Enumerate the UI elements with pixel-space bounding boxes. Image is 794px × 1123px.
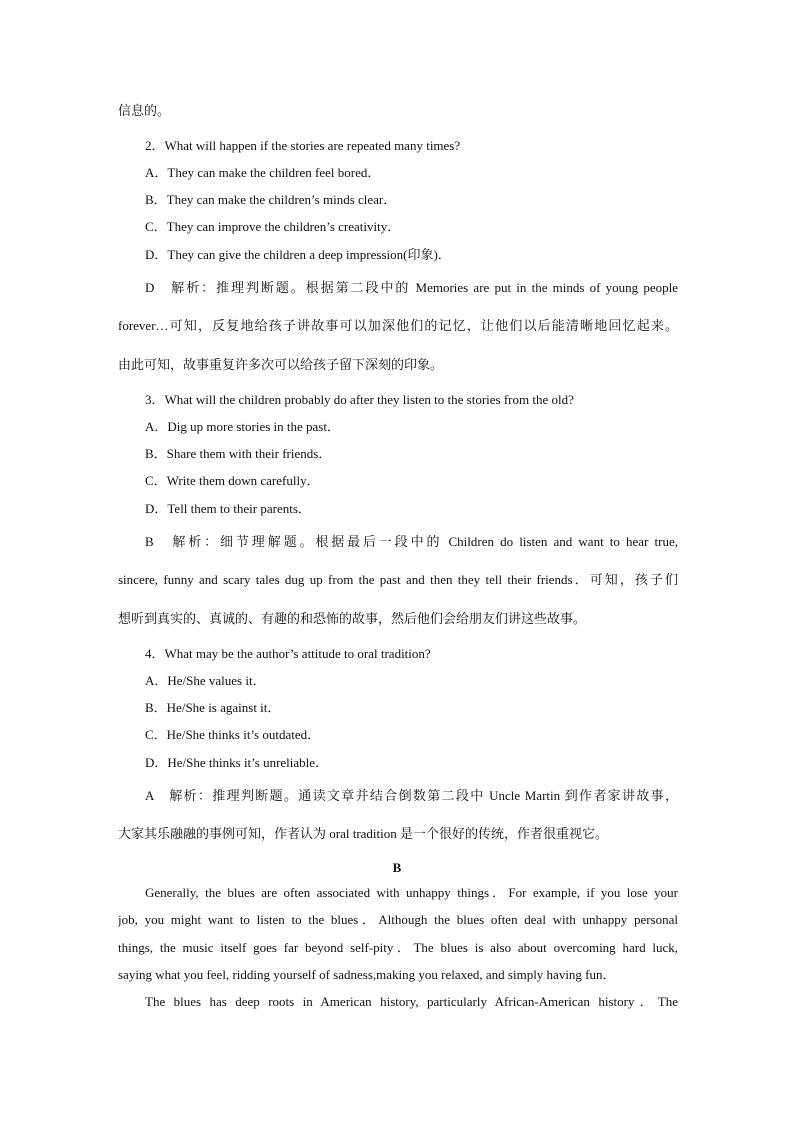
- q3-option-b: B．Share them with their friends．: [145, 446, 332, 461]
- q3-option-c: C．Write them down carefully．: [145, 473, 320, 488]
- section-heading-b: B: [392, 860, 402, 875]
- q2-option-a: A．They can make the children feel bored．: [145, 165, 381, 180]
- q2-explanation-line-1: D 解析：推理判断题。根据第二段中的 Memories are put in the minds of young people: [145, 280, 678, 295]
- q2-explanation-line-3: 由此可知，故事重复许多次可以给孩子留下深刻的印象。: [118, 357, 444, 372]
- passage-b-para1-line-2: job, you might want to listen to the blues．Although the blues often deal with unhappy personal: [118, 912, 678, 927]
- q3-option-a: A．Dig up more stories in the past．: [145, 419, 340, 434]
- q3-stem: 3．What will the children probably do after they listen to the stories from the old?: [145, 392, 574, 407]
- q2-explanation-line-2: forever…可知，反复地给孩子讲故事可以加深他们的记忆，让他们以后能清晰地回忆起来。: [118, 318, 678, 333]
- q4-option-c: C．He/She thinks it’s outdated．: [145, 727, 321, 742]
- q4-stem: 4．What may be the author’s attitude to oral tradition?: [145, 646, 431, 661]
- q4-option-b: B．He/She is against it．: [145, 700, 281, 715]
- q3-explanation-line-3: 想听到真实的、真诚的、有趣的和恐怖的故事，然后他们会给朋友们讲这些故事。: [118, 611, 587, 626]
- q2-option-b: B．They can make the children’s minds clear．: [145, 192, 397, 207]
- q3-explanation-line-2: sincere, funny and scary tales dug up from the past and then they tell their friends．可知，孩子们: [118, 572, 678, 587]
- q4-explanation-line-2: 大家其乐融融的事例可知，作者认为 oral tradition 是一个很好的传统，作者很重视它。: [118, 826, 609, 841]
- q4-explanation-line-1: A 解析：推理判断题。通读文章并结合倒数第二段中 Uncle Martin 到作者家讲故事，: [145, 788, 678, 803]
- passage-b-para1-line-3: things, the music itself goes far beyond self-pity．The blues is also about overcoming hard luck,: [118, 940, 678, 955]
- passage-b-para1-line-1: Generally, the blues are often associated with unhappy things．For example, if you lose your: [145, 885, 678, 900]
- passage-b-para1-line-4: saying what you feel, ridding yourself of sadness,making you relaxed, and simply having fun．: [118, 967, 616, 982]
- q1-explanation-tail: 信息的。: [118, 103, 171, 118]
- q3-option-d: D．Tell them to their parents．: [145, 501, 311, 516]
- passage-b-para2-line-1: The blues has deep roots in American history, particularly African-American history．The: [145, 994, 678, 1009]
- q4-option-d: D．He/She thinks it’s unreliable．: [145, 755, 329, 770]
- q2-option-d: D．They can give the children a deep impression(印象)．: [145, 247, 451, 262]
- q2-option-c: C．They can improve the children’s creativity．: [145, 219, 401, 234]
- q2-stem: 2．What will happen if the stories are repeated many times?: [145, 138, 461, 153]
- q4-option-a: A．He/She values it．: [145, 673, 266, 688]
- q3-explanation-line-1: B 解析：细节理解题。根据最后一段中的 Children do listen and want to hear true,: [145, 534, 678, 549]
